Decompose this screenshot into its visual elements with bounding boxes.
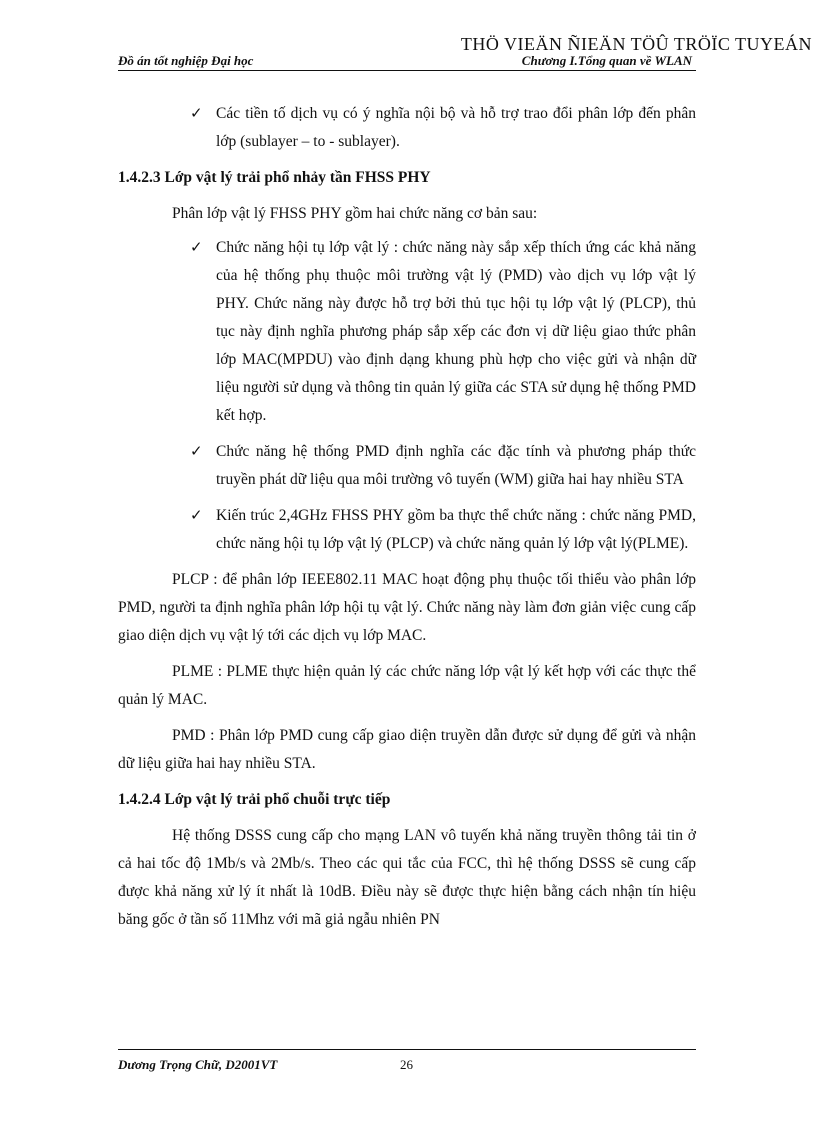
footer-rule xyxy=(118,1049,696,1050)
footer-author: Dương Trọng Chữ, D2001VT xyxy=(118,1057,278,1072)
bullet-item xyxy=(190,100,696,156)
paragraph-plcp: PLCP : để phân lớp IEEE802.11 MAC hoạt động phụ thuộc tối thiểu vào phân lớp PMD, người ta định nghĩa phân lớp hội tụ vật lý. Chức năng này làm đơn giản việc cung cấp giao diện dịch vụ vật lý tới các dịch vụ lớp MAC. xyxy=(118,571,696,644)
bullet-text: Chức năng hệ thống PMD định nghĩa các đặc tính và phương pháp thức truyền phát dữ liệu qua môi trường vô tuyến (WM) giữa hai hay nhiều STA xyxy=(216,443,696,488)
page-header xyxy=(118,53,694,69)
header-rule xyxy=(118,70,696,71)
bullet-item xyxy=(190,438,696,494)
paragraph-dsss: Hệ thống DSSS cung cấp cho mạng LAN vô tuyến khả năng truyền thông tải tin ở cả hai tốc độ 1Mb/s và 2Mb/s. Theo các qui tắc của FCC, thì hệ thống DSSS sẽ cung cấp được khả năng xử lý ít nhất là 10dB. Điều này sẽ được thực hiện bằng cách nhận tín hiệu băng gốc ở tần số 11Mhz với mã giả ngẫu nhiên PN xyxy=(118,827,696,928)
section-heading-1-4-2-3: 1.4.2.3 Lớp vật lý trải phổ nhảy tần FHSS PHY xyxy=(118,169,431,186)
bullet-text: Kiến trúc 2,4GHz FHSS PHY gồm ba thực thể chức năng : chức năng PMD, chức năng hội tụ lớp vật lý (PLCP) và chức năng quản lý lớp vật lý(PLME). xyxy=(216,507,696,552)
paragraph-plme: PLME : PLME thực hiện quản lý các chức năng lớp vật lý kết hợp với các thực thể quản lý MAC. xyxy=(118,663,696,708)
library-watermark: THÖ VIEÄN ÑIEÄN TÖÛ TRÖÏC TUYEÁN xyxy=(460,34,812,54)
page-footer xyxy=(118,1057,696,1073)
bullet-item xyxy=(190,234,696,430)
bullet-item xyxy=(190,502,696,558)
header-thesis-title: Đồ án tốt nghiệp Đại học xyxy=(118,53,254,68)
paragraph-pmd: PMD : Phân lớp PMD cung cấp giao diện truyền dẫn được sử dụng để gửi và nhận dữ liệu giữa hai hay nhiều STA. xyxy=(118,727,696,772)
header-chapter-title: Chương I.Tổng quan về WLAN xyxy=(521,53,692,68)
checkmark-icon: ✓ xyxy=(190,508,203,524)
checkmark-icon: ✓ xyxy=(190,444,203,460)
document-body xyxy=(118,100,696,942)
bullet-text: Chức năng hội tụ lớp vật lý : chức năng này sắp xếp thích ứng các khả năng của hệ thống phụ thuộc môi trường vật lý (PMD) vào dịch vụ lớp vật lý PHY. Chức năng này được hỗ trợ bởi thủ tục hội tụ lớp vật lý (PLCP), thủ tục này định nghĩa phương pháp sắp xếp các đơn vị dữ liệu giao thức phân lớp MAC(MPDU) vào định dạng khung phù hợp cho việc gửi và nhận dữ liệu người sử dụng và thông tin quản lý giữa các STA sử dụng hệ thống PMD kết hợp. xyxy=(216,239,696,424)
section-intro: Phân lớp vật lý FHSS PHY gồm hai chức năng cơ bản sau: xyxy=(172,205,538,222)
checkmark-icon: ✓ xyxy=(190,240,203,256)
checkmark-icon: ✓ xyxy=(190,106,203,122)
page-number: 26 xyxy=(400,1057,413,1072)
section-heading-1-4-2-4: 1.4.2.4 Lớp vật lý trải phổ chuỗi trực tiếp xyxy=(118,791,391,808)
bullet-text: Các tiền tố dịch vụ có ý nghĩa nội bộ và hỗ trợ trao đổi phân lớp đến phân lớp (sublayer – to - sublayer). xyxy=(216,105,696,150)
